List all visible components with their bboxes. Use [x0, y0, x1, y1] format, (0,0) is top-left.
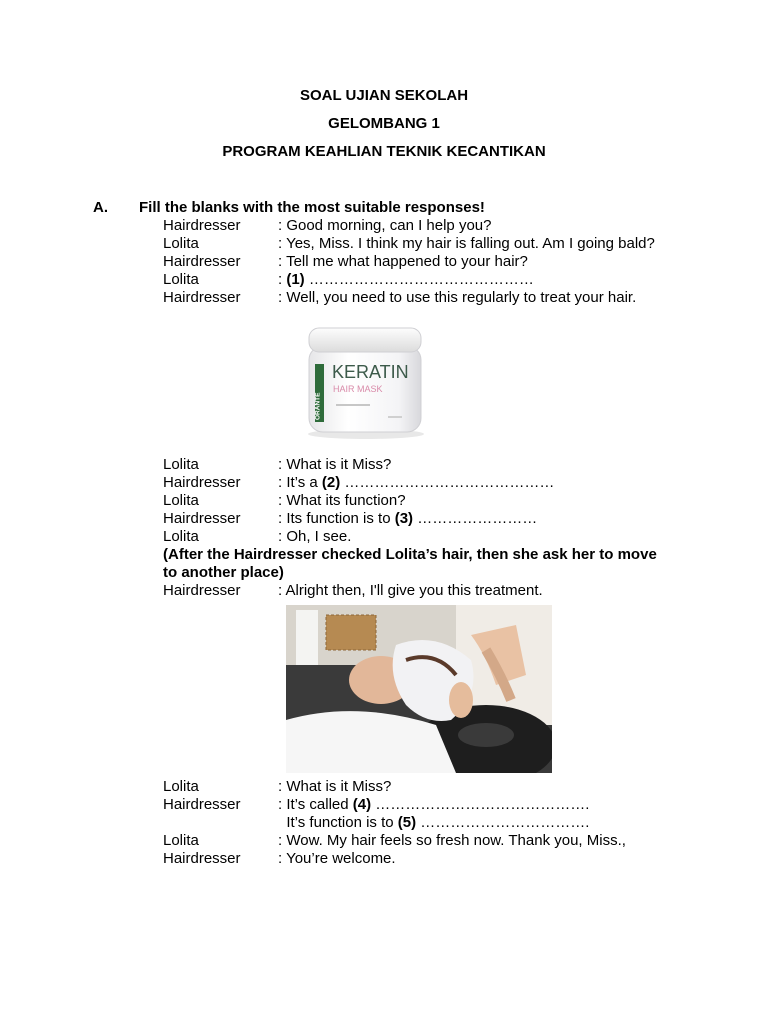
dialog-line-blank-4: : It’s called (4) …………………………………….	[278, 796, 590, 813]
stage-direction-line-1: (After the Hairdresser checked Lolita’s hair, then she ask her to move	[163, 546, 657, 563]
speaker: Hairdresser	[163, 582, 241, 599]
speaker: Hairdresser	[163, 474, 241, 491]
blank-number: (4)	[352, 796, 372, 813]
dialog-line: : Good morning, can I help you?	[278, 217, 492, 234]
speaker: Hairdresser	[163, 796, 241, 813]
dialog-line: : Oh, I see.	[278, 528, 352, 545]
dialog-line: : Well, you need to use this regularly to treat your hair.	[278, 289, 637, 306]
brand-text: ORANTE	[314, 392, 322, 420]
speaker: Lolita	[163, 778, 199, 795]
title-line-2: GELOMBANG 1	[328, 115, 440, 132]
dialog-line-blank-2: : It’s a (2) ……………………………………	[278, 474, 555, 491]
blank-number: (3)	[394, 510, 414, 527]
speaker: Lolita	[163, 832, 199, 849]
dialog-line: : Wow. My hair feels so fresh now. Thank you, Miss.,	[278, 832, 626, 849]
blank-number: (2)	[321, 474, 341, 491]
title-line-3: PROGRAM KEAHLIAN TEKNIK KECANTIKAN	[222, 143, 546, 160]
speaker: Hairdresser	[163, 510, 241, 527]
stage-direction-line-2: to another place)	[163, 564, 284, 581]
speaker: Hairdresser	[163, 850, 241, 867]
speaker: Lolita	[163, 271, 199, 288]
speaker: Lolita	[163, 456, 199, 473]
dialog-line: : What is it Miss?	[278, 778, 392, 795]
speaker: Lolita	[163, 492, 199, 509]
title-line-1: SOAL UJIAN SEKOLAH	[299, 87, 469, 104]
dialog-line: : Tell me what happened to your hair?	[278, 253, 528, 270]
dialog-line-blank-5: It’s function is to (5) …………………………….	[278, 814, 590, 831]
keratin-hair-mask-image	[300, 320, 430, 440]
speaker: Lolita	[163, 528, 199, 545]
speaker: Hairdresser	[163, 217, 241, 234]
dialog-line: : What is it Miss?	[278, 456, 392, 473]
dialog-line: : What its function?	[278, 492, 406, 509]
section-instruction: Fill the blanks with the most suitable responses!	[139, 199, 485, 216]
dialog-line-blank-1: : (1) ………………………………………	[278, 271, 534, 288]
blank-number: (5)	[397, 814, 417, 831]
hair-wash-photo	[286, 605, 552, 773]
hair-mask-label: HAIR MASK	[333, 384, 383, 394]
blank-number: (1)	[286, 271, 305, 288]
keratin-label: KERATIN	[332, 362, 409, 382]
section-label: A.	[93, 199, 108, 216]
speaker: Hairdresser	[163, 253, 241, 270]
speaker: Lolita	[163, 235, 199, 252]
dialog-line-blank-3: : Its function is to (3) ……………………	[278, 510, 538, 527]
dialog-line: : Alright then, I'll give you this treatment.	[278, 582, 543, 599]
dialog-line: : You’re welcome.	[278, 850, 396, 867]
dialog-line: : Yes, Miss. I think my hair is falling out. Am I going bald?	[278, 235, 655, 252]
speaker: Hairdresser	[163, 289, 241, 306]
